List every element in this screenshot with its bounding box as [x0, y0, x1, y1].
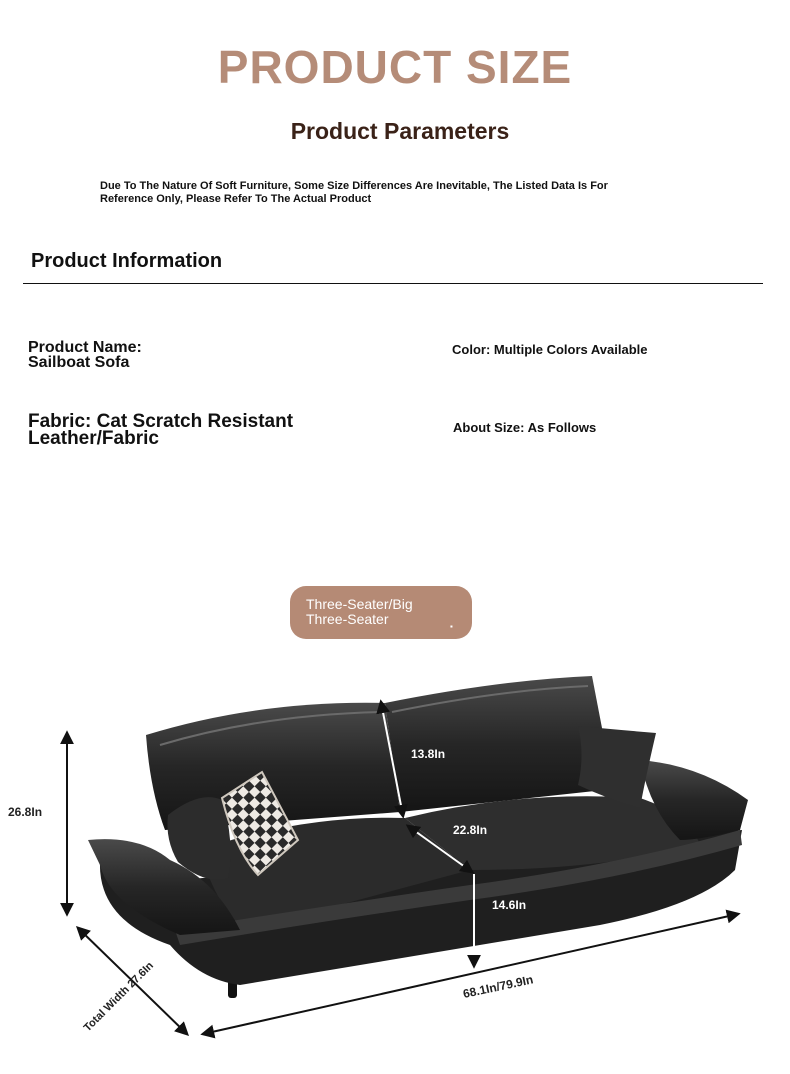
section-subtitle: Product Parameters	[290, 118, 510, 144]
sofa-image	[88, 676, 748, 998]
size-info: About Size: As Follows	[453, 420, 597, 435]
seat-height-label: 14.6In	[492, 898, 527, 912]
width-label: Total Width 27.6In	[81, 959, 157, 1035]
back-cushion-label: 13.8In	[411, 747, 446, 761]
variant-line-2: Three-Seater	[306, 611, 389, 627]
length-label: 68.1In/79.9In	[461, 972, 535, 1001]
color-info: Color: Multiple Colors Available	[452, 342, 648, 357]
product-info-heading: Product Information	[31, 250, 223, 272]
fabric-line-1: Fabric: Cat Scratch Resistant	[28, 411, 294, 432]
product-name-label: Product Name:	[28, 339, 142, 356]
variant-line-1: Three-Seater/Big	[306, 596, 413, 612]
seat-depth-label: 22.8In	[453, 823, 488, 837]
notice-line-1: Due To The Nature Of Soft Furniture, Some Size Differences Are Inevitable, The Listed Data Is For	[100, 180, 608, 192]
page-title: PRODUCT SIZE	[217, 41, 573, 93]
fabric-line-2: Leather/Fabric	[28, 428, 159, 449]
variant-marker: ▪	[450, 622, 453, 631]
height-label: 26.8In	[8, 805, 43, 819]
product-name-value: Sailboat Sofa	[28, 354, 130, 371]
notice-line-2: Reference Only, Please Refer To The Actual Product	[100, 193, 372, 205]
